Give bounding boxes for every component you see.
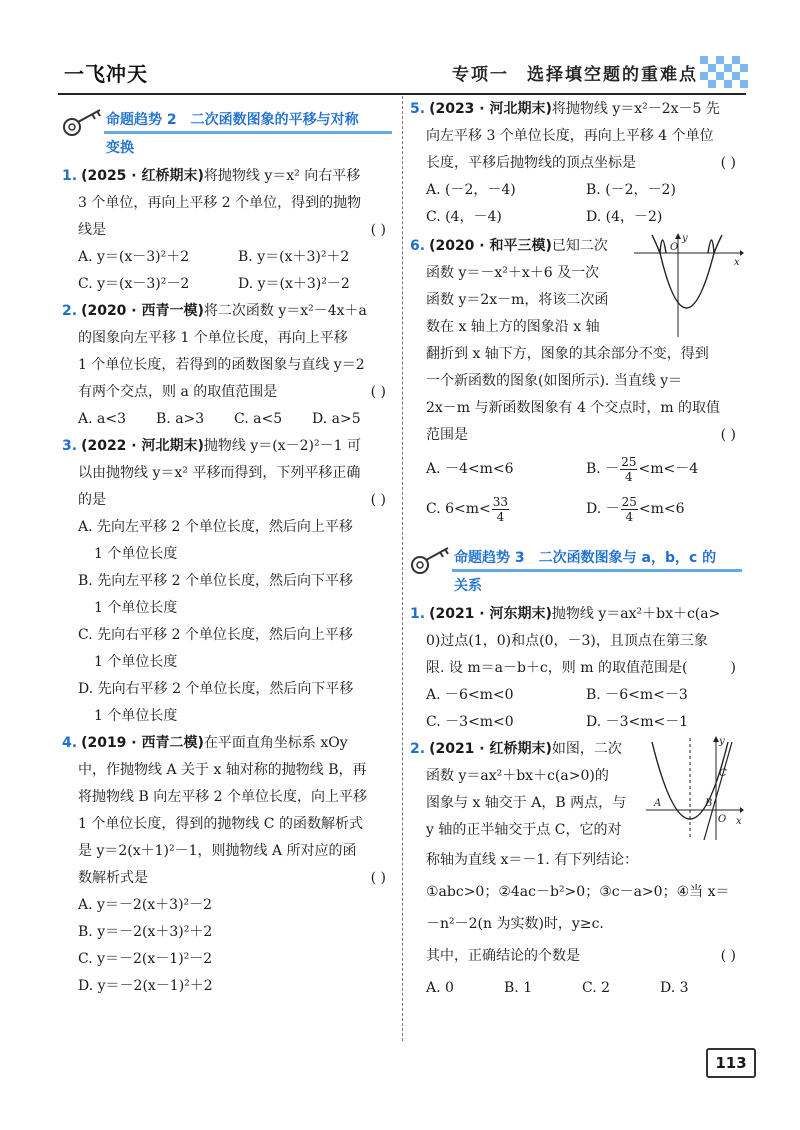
question-text: ①abc>0；②4ac－b²>0；③c－a>0；④当 x＝ (426, 884, 730, 900)
option-d[interactable]: D. 先向右平移 2 个单位长度，然后向下平移 (78, 681, 354, 697)
question-text: 长度，平移后抛物线的顶点坐标是 (426, 155, 636, 171)
left-column (62, 103, 394, 1000)
key-icon (62, 105, 104, 141)
q6-figure (632, 233, 744, 341)
option-c[interactable]: C. y＝(x－3)²－2 (78, 276, 190, 292)
question-text: 函数 y＝－x²＋x＋6 及一次 (426, 265, 600, 281)
question-text: 抛物线 y＝ax²＋bx＋c(a> (551, 606, 721, 622)
answer-blank[interactable]: ( ) (370, 492, 386, 508)
header-title (452, 60, 698, 85)
question-text: 向左平移 3 个单位长度，再向上平移 4 个单位 (426, 128, 714, 144)
question-number: 6. (410, 238, 426, 254)
origin-label: O (718, 814, 727, 825)
question-source: (2019 · 西青二模) (81, 735, 204, 751)
section-label: 命题趋势 2 (106, 112, 177, 128)
y-arrow-icon (675, 233, 681, 239)
option-c[interactable]: C. (4，－4) (426, 209, 502, 225)
option-d[interactable]: D. y＝－2(x－1)²＋2 (78, 978, 213, 994)
question-text: y 轴的正半轴交于点 C，它的对 (426, 822, 622, 838)
option-d-cont[interactable]: 1 个单位长度 (94, 708, 178, 724)
option-c[interactable]: C. 2 (582, 980, 611, 996)
question-1 (62, 163, 394, 298)
question-number: 1. (410, 606, 426, 622)
origin-label: O (670, 242, 679, 253)
y-label: y (719, 736, 725, 747)
header-part2: 选择填空题的重难点 (527, 65, 698, 85)
question-text: 1 个单位长度，得到的抛物线 C 的函数解析式 (78, 816, 363, 832)
question-text: 中，作抛物线 A 关于 x 轴对称的抛物线 B，再 (78, 762, 367, 778)
answer-blank[interactable]: ( ) (370, 870, 386, 886)
question-text: 的是 (78, 492, 106, 508)
option-d[interactable]: D. (4，－2) (586, 209, 663, 225)
section-header-2 (62, 103, 394, 163)
question-text: 在平面直角坐标系 xOy (203, 735, 348, 751)
option-a[interactable]: A. y＝(x－3)²＋2 (78, 249, 190, 265)
q8-figure (644, 736, 744, 844)
question-text: 将抛物线 y＝x²－2x－5 先 (551, 101, 720, 117)
point-b-label: B (705, 798, 713, 809)
question-text: 其中，正确结论的个数是 (426, 948, 580, 964)
question-text: 数在 x 轴上方的图象沿 x 轴 (426, 319, 600, 335)
question-text: 称轴为直线 x＝－1. 有下列结论： (426, 852, 639, 868)
question-text: 以由抛物线 y＝x² 平移而得到，下列平移正确 (78, 465, 361, 481)
question-source: (2021 · 红桥期末) (429, 741, 552, 757)
x-arrow-icon (740, 807, 744, 813)
checker-pattern-icon (700, 56, 748, 92)
option-a[interactable]: A. －6<m<0 (426, 687, 514, 703)
brand-logo: 一飞冲天 (64, 62, 148, 86)
question-4 (62, 730, 394, 1000)
page-header (0, 0, 800, 96)
answer-blank[interactable]: ) (730, 660, 736, 676)
section-name-cont: 关系 (454, 578, 482, 594)
question-source: (2025 · 红桥期末) (81, 168, 204, 184)
question-6 (410, 233, 744, 529)
option-c[interactable]: C. 先向右平移 2 个单位长度，然后向上平移 (78, 627, 353, 643)
option-b[interactable]: B. －6<m<－3 (586, 687, 688, 703)
fraction: $\frac{25}{4}$ (621, 454, 637, 484)
question-3 (62, 433, 394, 730)
section-title (454, 545, 716, 572)
question-text: 的图象向左平移 1 个单位长度，再向上平移 (78, 330, 348, 346)
option-c[interactable]: C. a<5 (234, 411, 283, 427)
option-a[interactable]: A. a<3 (78, 411, 126, 427)
answer-blank[interactable]: ( ) (370, 384, 386, 400)
question-number: 4. (62, 735, 78, 751)
option-b[interactable]: B. 先向左平移 2 个单位长度，然后向下平移 (78, 573, 353, 589)
section-underline (452, 569, 742, 572)
section-underline (104, 131, 392, 134)
question-number: 5. (410, 101, 426, 117)
question-text: 范围是 (426, 427, 468, 443)
question-text: 函数 y＝ax²＋bx＋c(a>0)的 (426, 768, 609, 784)
question-text: 将二次函数 y＝x²－4x＋a (203, 303, 367, 319)
option-d[interactable]: D. a>5 (312, 411, 361, 427)
question-source: (2020 · 西青一模) (81, 303, 204, 319)
answer-blank[interactable]: ( ) (720, 155, 736, 171)
option-a[interactable]: A. －4<m<6 (426, 461, 514, 477)
question-number: 3. (62, 438, 78, 454)
question-text: 1 个单位长度，若得到的函数图象与直线 y＝2 (78, 357, 365, 373)
question-text: 函数 y＝2x－m，将该二次函 (426, 292, 609, 308)
question-text: 抛物线 y＝(x－2)²－1 可 (203, 438, 361, 454)
option-d[interactable]: D. 3 (660, 980, 689, 996)
right-column (410, 96, 744, 1004)
x-label: x (736, 816, 742, 827)
answer-blank[interactable]: ( ) (370, 222, 386, 238)
question-2 (62, 298, 394, 433)
option-c[interactable]: C. 6<m< $\frac{33}{4}$ (426, 494, 509, 524)
column-divider (402, 96, 403, 1041)
section-name: 二次函数图象与 a，b，c 的 (538, 550, 717, 566)
question-text: 将抛物线 B 向左平移 2 个单位长度，向上平移 (78, 789, 367, 805)
question-number: 2. (410, 741, 426, 757)
question-text: 3 个单位，再向上平移 2 个单位，得到的抛物 (78, 195, 362, 211)
option-a[interactable]: A. 0 (426, 980, 454, 996)
option-b[interactable]: B. a>3 (156, 411, 205, 427)
question-source: (2022 · 河北期末) (81, 438, 204, 454)
question-number: 2. (62, 303, 78, 319)
x-arrow-icon (740, 250, 744, 256)
answer-blank[interactable]: ( ) (720, 427, 736, 443)
line (704, 742, 732, 840)
question-text: 图象与 x 轴交于 A，B 两点，与 (426, 795, 627, 811)
question-text: 一个新函数的图象(如图所示). 当直线 y＝ (426, 373, 683, 389)
section-label: 命题趋势 3 (454, 550, 525, 566)
point-a-label: A (654, 798, 662, 809)
answer-blank[interactable]: ( ) (720, 948, 736, 964)
question-text: 已知二次 (551, 238, 608, 254)
question-text: －n²－2(n 为实数)时，y≥c. (426, 916, 604, 932)
fraction: $\frac{33}{4}$ (492, 494, 509, 524)
parabola-lower (652, 235, 722, 308)
option-c[interactable]: C. y＝－2(x－1)²－2 (78, 951, 213, 967)
fraction: $\frac{25}{4}$ (621, 494, 637, 524)
option-d[interactable]: D. y＝(x＋3)²－2 (238, 276, 350, 292)
page-number-badge (706, 1044, 756, 1074)
question-text: 数解析式是 (78, 870, 148, 886)
question-number: 1. (62, 168, 78, 184)
question-source: (2021 · 河东期末) (429, 606, 552, 622)
section-header-3 (410, 541, 744, 601)
question-s3-2 (410, 736, 744, 1004)
option-b[interactable]: B. y＝－2(x＋3)²＋2 (78, 924, 213, 940)
question-5 (410, 96, 744, 231)
key-icon (410, 543, 452, 579)
section-name-cont: 变换 (106, 140, 134, 156)
question-source: (2023 · 河北期末) (429, 101, 552, 117)
section-title (106, 107, 359, 134)
option-c-cont[interactable]: 1 个单位长度 (94, 654, 178, 670)
header-part1: 专项一 (452, 65, 509, 85)
question-s3-1 (410, 601, 744, 736)
option-a[interactable]: A. 先向左平移 2 个单位长度，然后向上平移 (78, 519, 353, 535)
y-label: y (682, 233, 688, 244)
question-text: 将抛物线 y＝x² 向右平移 (203, 168, 361, 184)
option-b[interactable]: B. － $\frac{25}{4}$ <m<－4 (586, 454, 699, 484)
question-text: 翻折到 x 轴下方，图象的其余部分不变，得到 (426, 346, 709, 362)
question-text: 0)过点(1，0)和点(0，－3)，且顶点在第三象 (426, 633, 708, 649)
page-number: 113 (706, 1048, 756, 1078)
question-text: 是 y＝2(x＋1)²－1，则抛物线 A 所对应的函 (78, 843, 357, 859)
section-name: 二次函数图象的平移与对称 (190, 112, 359, 128)
question-text: 限. 设 m＝a－b＋c，则 m 的取值范围是( (426, 660, 688, 676)
question-text: 有两个交点，则 a 的取值范围是 (78, 384, 278, 400)
option-a-cont[interactable]: 1 个单位长度 (94, 546, 178, 562)
question-text: 线是 (78, 222, 106, 238)
option-b-cont[interactable]: 1 个单位长度 (94, 600, 178, 616)
option-b[interactable]: B. (－2，－2) (586, 182, 676, 198)
header-rule (58, 93, 746, 95)
question-text: 如图，二次 (551, 741, 622, 757)
option-b[interactable]: B. 1 (504, 980, 533, 996)
option-b[interactable]: B. y＝(x＋3)²＋2 (238, 249, 350, 265)
option-a[interactable]: A. y＝－2(x＋3)²－2 (78, 897, 213, 913)
option-d[interactable]: D. － $\frac{25}{4}$ <m<6 (586, 494, 685, 524)
question-source: (2020 · 和平三模) (429, 238, 552, 254)
option-d[interactable]: D. －3<m<－1 (586, 714, 689, 730)
point-c-label: C (719, 768, 727, 779)
x-label: x (734, 257, 740, 268)
question-text: 2x－m 与新函数图象有 4 个交点时，m 的取值 (426, 400, 721, 416)
option-c[interactable]: C. －3<m<0 (426, 714, 514, 730)
option-a[interactable]: A. (－2，－4) (426, 182, 516, 198)
